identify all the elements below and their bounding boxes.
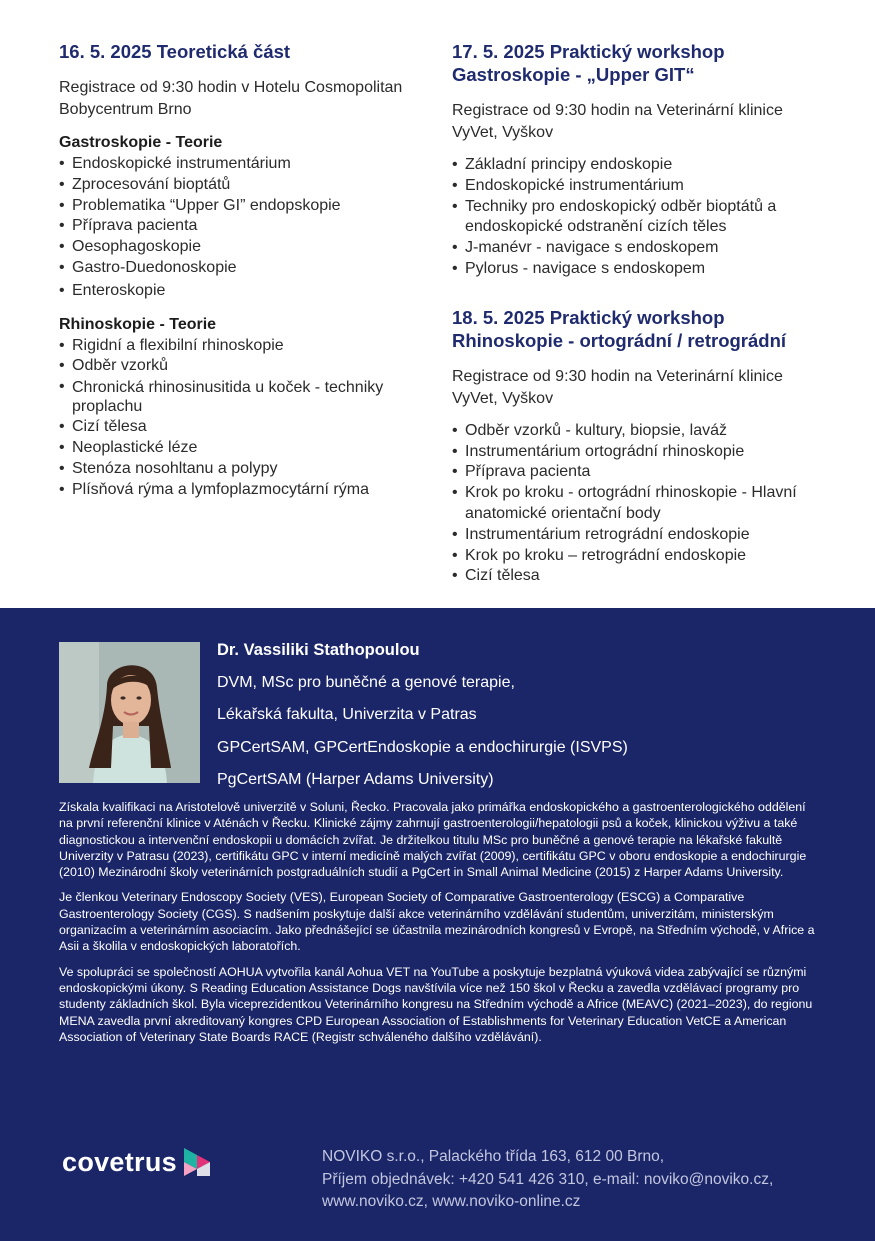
program-section bbox=[0, 0, 875, 608]
list-item: • J-manévr - navigace s endoskopem bbox=[452, 238, 832, 259]
speaker-credential: GPCertSAM, GPCertEndoskopie a endochirurgie (ISVPS) bbox=[217, 738, 628, 756]
orders-line: Příjem objednávek: +420 541 426 310, e-mail: noviko@noviko.cz, bbox=[322, 1170, 774, 1188]
gastro-workshop-list bbox=[452, 155, 832, 280]
websites-line: www.noviko.cz, www.noviko-online.cz bbox=[322, 1193, 581, 1210]
rhino-workshop-list bbox=[452, 421, 832, 587]
company-contact bbox=[322, 1146, 842, 1214]
list-item: • Zprocesování bioptátů bbox=[59, 175, 429, 196]
list-item: • Endoskopické instrumentárium bbox=[59, 154, 429, 175]
address-line: NOVIKO s.r.o., Palackého třída 163, 612 00 Brno, bbox=[322, 1148, 665, 1165]
list-item: • Rigidní a flexibilní rhinoskopie bbox=[59, 336, 429, 357]
list-item: • Krok po kroku - ortográdní rhinoskopie - Hlavní anatomické orientační body bbox=[452, 483, 832, 525]
gastro-workshop-registration: Registrace od 9:30 hodin na Veterinární klinice VyVet, Vyškov bbox=[452, 102, 783, 141]
list-item: • Endoskopické instrumentárium bbox=[452, 176, 832, 197]
gastroscopy-theory-list bbox=[59, 154, 429, 302]
covetrus-logo bbox=[62, 1144, 214, 1180]
rhinoscopy-theory-list bbox=[59, 336, 429, 501]
rhinoscopy-theory-title: Rhinoskopie - Teorie bbox=[59, 315, 217, 333]
workshop-column bbox=[452, 40, 832, 587]
theory-heading: 16. 5. 2025 Teoretická část bbox=[59, 41, 291, 62]
list-item: • Příprava pacienta bbox=[452, 462, 832, 483]
list-item: • Oesophagoskopie bbox=[59, 237, 429, 258]
list-item: • Příprava pacienta bbox=[59, 216, 429, 237]
list-item: • Chronická rhinosinusitida u koček - techniky proplachu bbox=[59, 377, 429, 417]
list-item: • Cizí tělesa bbox=[59, 417, 429, 438]
theory-registration: Registrace od 9:30 hodin v Hotelu Cosmopolitan Bobycentrum Brno bbox=[59, 79, 403, 118]
speaker-credential: DVM, MSc pro buněčné a genové terapie, bbox=[217, 673, 515, 691]
bio-paragraph: Je členkou Veterinary Endoscopy Society (VES), European Society of Comparative Gastroenterology (ESCG) a Comparative Gastroenterology Society (CGS). S nadšením poskytuje další akce veterinárního vzdělávání studentům, univerzitám, ministerským organizacím a veterinárním asociacím. Jako přednášející se účastnila mezinárodních kongresů v Evropě, na Středním východě, v Africe a Asii a školila v endoskopických laboratořích. bbox=[59, 890, 815, 954]
logo-mark-icon bbox=[180, 1144, 214, 1180]
speaker-header bbox=[217, 640, 817, 790]
list-item: • Instrumentárium retrográdní endoskopie bbox=[452, 525, 832, 546]
list-item: • Techniky pro endoskopický odběr bioptátů a endoskopické odstranění cizích těles bbox=[452, 197, 832, 239]
list-item: • Odběr vzorků bbox=[59, 356, 429, 377]
list-item: • Plísňová rýma a lymfoplazmocytární rýma bbox=[59, 480, 429, 501]
gastro-workshop-heading: 17. 5. 2025 Praktický workshop Gastroskopie - „Upper GIT“ bbox=[452, 41, 725, 85]
list-item: • Neoplastické léze bbox=[59, 438, 429, 459]
speaker-credential: PgCertSAM (Harper Adams University) bbox=[217, 771, 494, 788]
list-item: • Pylorus - navigace s endoskopem bbox=[452, 259, 832, 280]
bio-paragraph: Ve spolupráci se společností AOHUA vytvořila kanál Aohua VET na YouTube a poskytuje bezplatná výuková videa zabývající se různými endoskopickými úkony. S Reading Education Assistance Dogs navštívila více než 150 škol v Řecku a zavedla vzdělávací programy pro studenty základních škol. Byla viceprezidentkou Veterinárního kongresu na Středním východě a Africe (MEAVC) (2021–2023), do regionu MENA zavedla první akreditovaný kongres CPD European Association of Establishments for Veterinary Education VetCE a American Association of Veterinary State Boards RACE (Registr schváleného dalšího vzdělávání). bbox=[59, 964, 813, 1044]
list-item: • Instrumentárium ortográdní rhinoskopie bbox=[452, 442, 832, 463]
rhino-workshop-registration: Registrace od 9:30 hodin na Veterinární klinice VyVet, Vyškov bbox=[452, 367, 783, 407]
rhino-workshop-block bbox=[452, 306, 832, 587]
list-item: • Stenóza nosohltanu a polypy bbox=[59, 459, 429, 480]
list-item: • Problematika “Upper GI” endopskopie bbox=[59, 196, 429, 217]
list-item: • Cizí tělesa bbox=[452, 566, 832, 587]
speaker-portrait-image bbox=[59, 642, 200, 783]
speaker-credential: Lékařská fakulta, Univerzita v Patras bbox=[217, 706, 477, 723]
rhino-workshop-heading: 18. 5. 2025 Praktický workshop Rhinoskopie - ortográdní / retrográdní bbox=[452, 306, 787, 351]
list-item: • Základní principy endoskopie bbox=[452, 155, 832, 176]
speaker-biography bbox=[59, 799, 819, 1054]
speaker-photo bbox=[59, 642, 200, 783]
theory-column bbox=[59, 40, 429, 500]
list-item: • Odběr vzorků - kultury, biopsie, laváž bbox=[452, 421, 832, 442]
bio-paragraph: Získala kvalifikaci na Aristotelově univerzitě v Soluni, Řecko. Pracovala jako primářka endoskopického a gastroenterologického oddělení na první referenční klinice v Aténách v Řecku. Klinické zájmy zahrnují gastroenterologii/hepatologii psů a koček, klinickou výživu a také diagnostickou a intervenční endoskopii u domácích zvířat. Je držitelkou titulu MSc pro buněčné a genové terapie na lékařské fakultě Univerzity v Patrasu (2023), certifikátu GPC v interní medicíně malých zvířat (2009), certifikátu GPC v oboru endoskopie a endochirurgie (2010) Mezinárodní školy veterinárních postgraduálních studií a PgCert in Small Animal Medicine (2015) z Harper Adams University. bbox=[59, 800, 807, 880]
list-item: • Gastro-Duedonoskopie bbox=[59, 258, 429, 279]
list-item: • Krok po kroku – retrográdní endoskopie bbox=[452, 546, 832, 567]
speaker-name: Dr. Vassiliki Stathopoulou bbox=[217, 641, 420, 659]
logo-wordmark: covetrus bbox=[62, 1146, 177, 1177]
list-item: • Enteroskopie bbox=[59, 281, 429, 302]
speaker-band bbox=[0, 608, 875, 1241]
gastroscopy-theory-title: Gastroskopie - Teorie bbox=[59, 134, 223, 151]
